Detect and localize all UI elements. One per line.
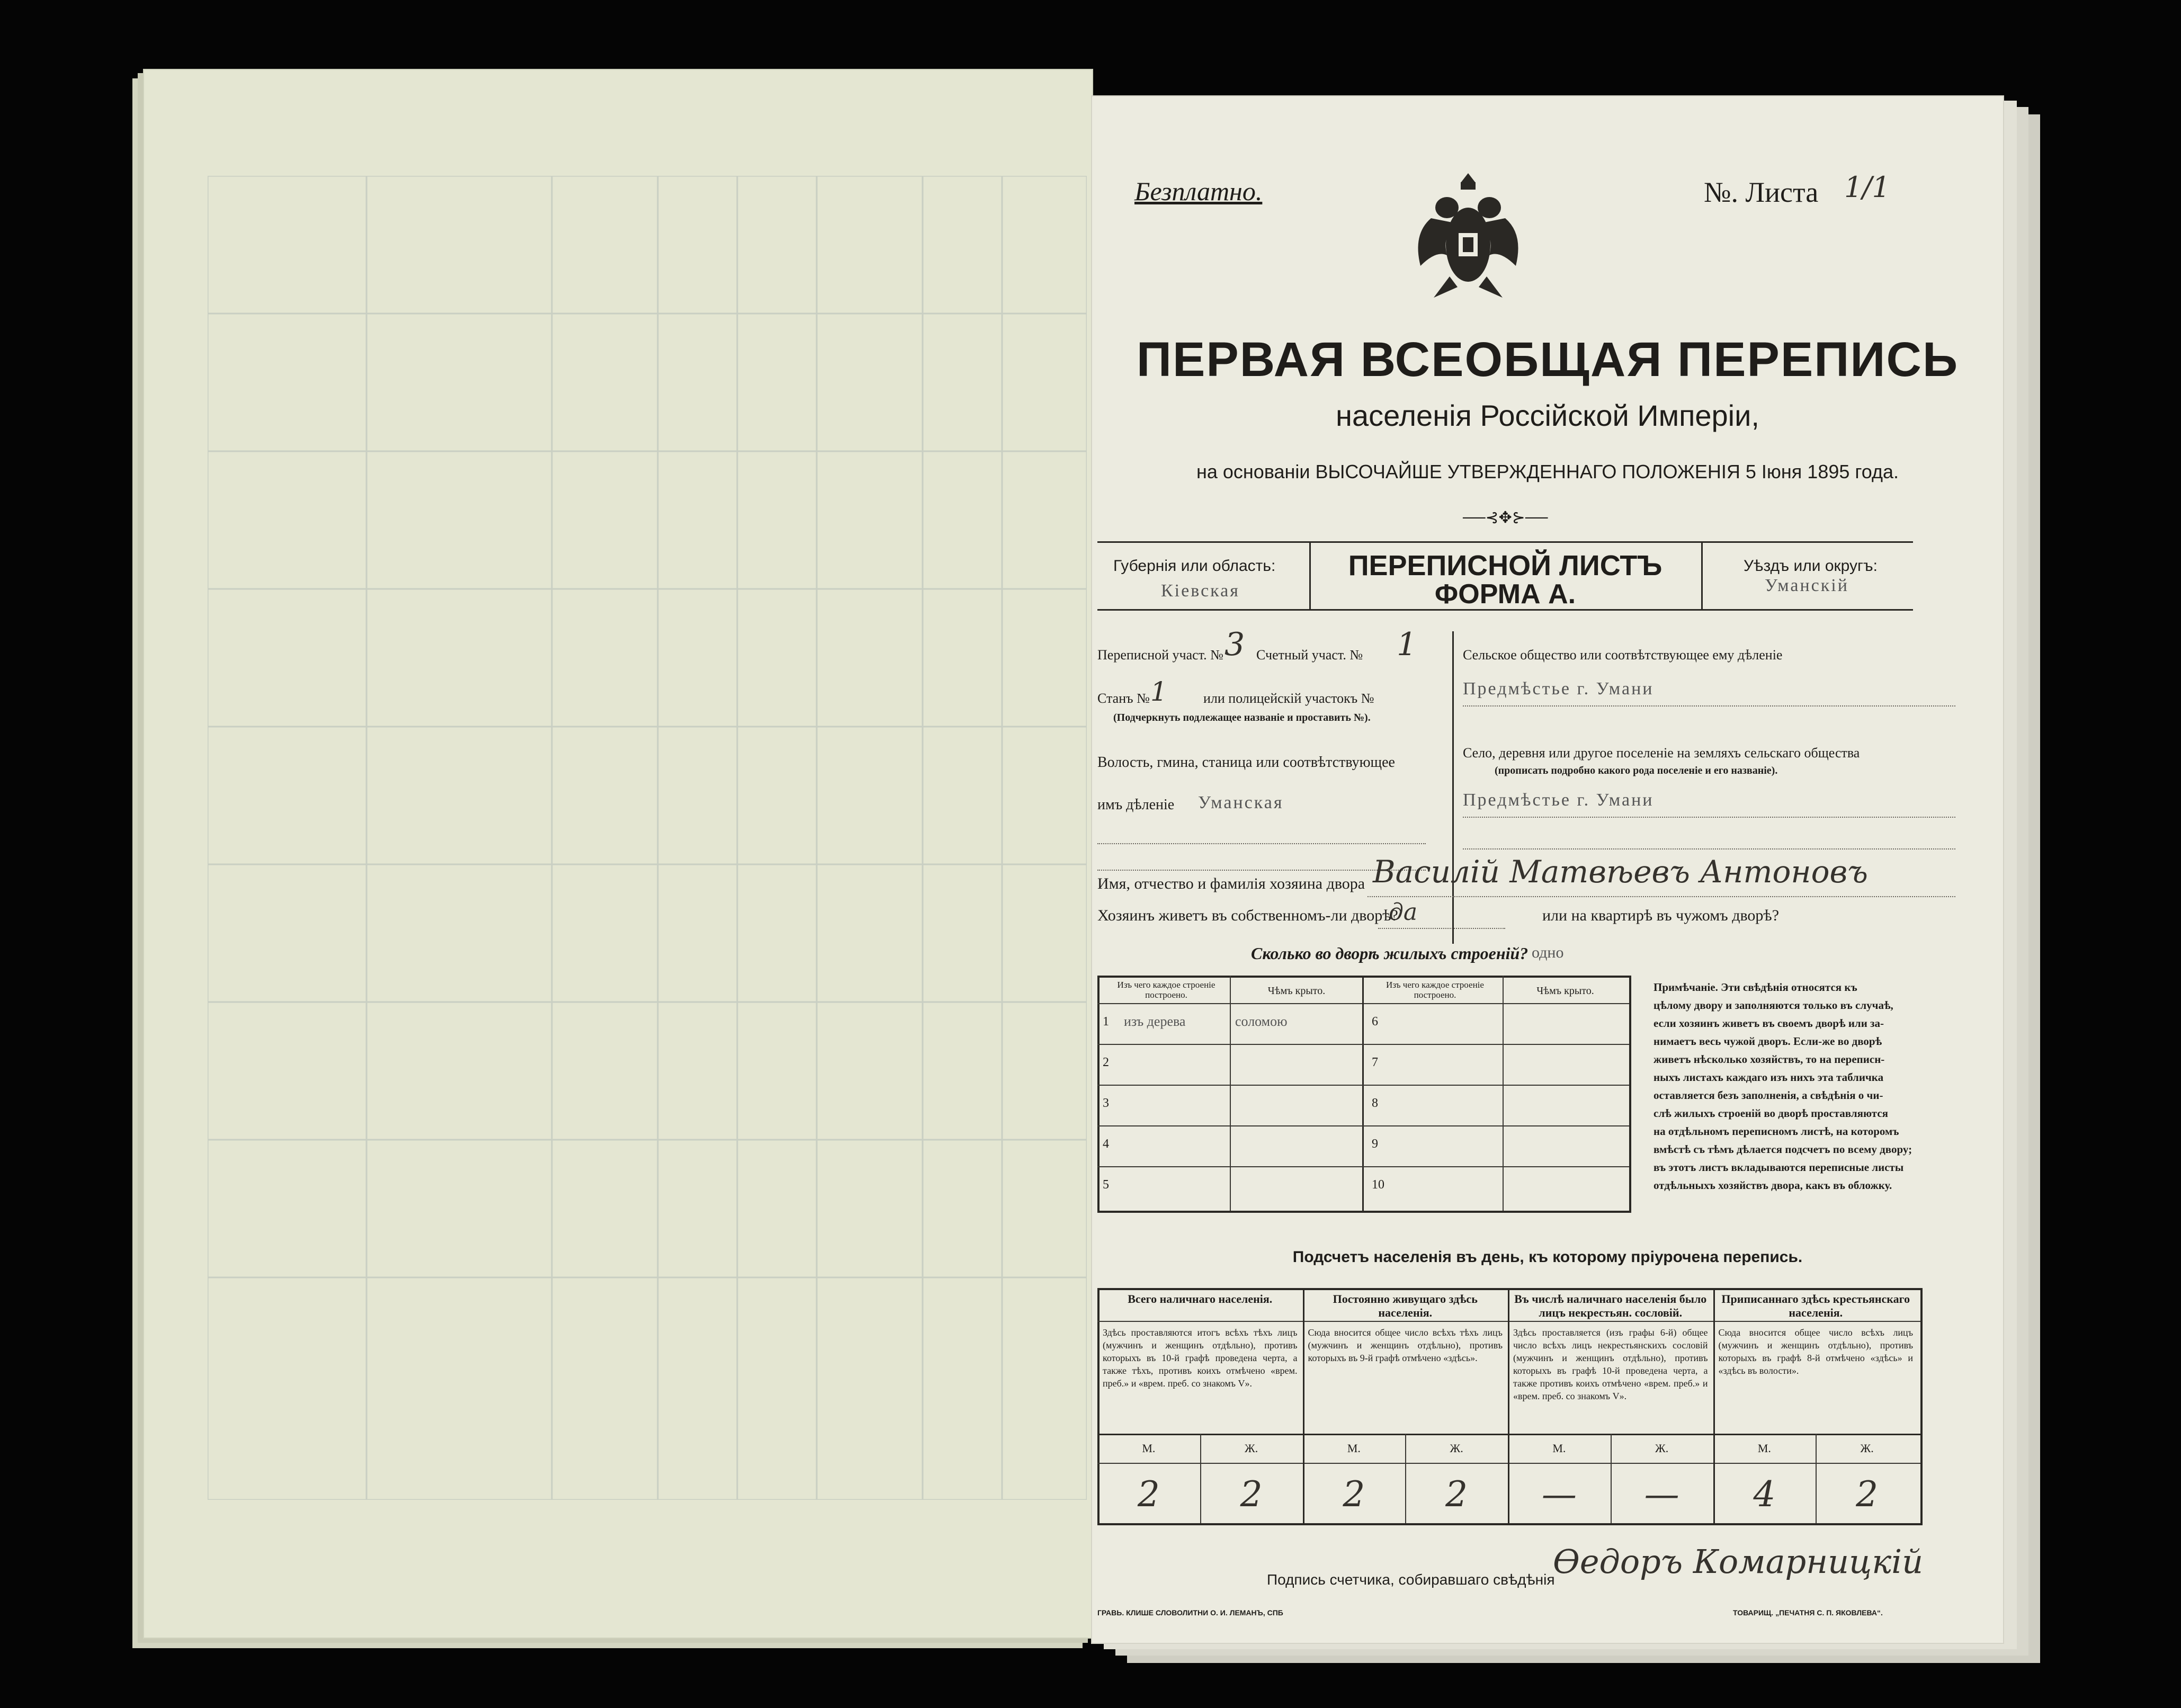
note-line: живетъ нѣсколько хозяйствъ, то на переписн- xyxy=(1653,1053,1885,1066)
count-m-value: 2 xyxy=(1137,1474,1160,1515)
row-number: 5 xyxy=(1103,1178,1109,1192)
volost-label-2: имъ дѣленіе xyxy=(1097,797,1175,813)
count-m-value: 4 xyxy=(1753,1474,1776,1515)
count-col-header: Въ числѣ наличнаго населенія было лицъ некрестьян. сословій. xyxy=(1514,1292,1707,1319)
district-label: Уѣздъ или округъ: xyxy=(1744,557,1878,575)
row-number: 2 xyxy=(1103,1056,1109,1069)
stan-value: 1 xyxy=(1150,676,1167,707)
legal-basis: на основаніи ВЫСОЧАЙШЕ УТВЕРЖДЕННАГО ПОЛОЖЕНІЯ 5 Іюня 1895 года. xyxy=(1196,461,1899,482)
count-col-header: Приписаннаго здѣсь крестьянскаго населенія. xyxy=(1721,1292,1910,1319)
buildings-label: Сколько во дворѣ жилыхъ строеній? xyxy=(1251,944,1529,963)
count-f-value: — xyxy=(1644,1474,1679,1515)
row-number: 8 xyxy=(1372,1096,1378,1110)
count-col-header: Постоянно живущаго здѣсь населенія. xyxy=(1333,1292,1478,1319)
col-roof-left: Чѣмъ крыто. xyxy=(1267,985,1326,997)
note-line: нимаетъ весь чужой дворъ. Если-же во дворѣ xyxy=(1653,1035,1882,1048)
village-value: Предмѣстье г. Умани xyxy=(1463,790,1654,810)
province-label: Губернія или область: xyxy=(1113,557,1276,575)
count-f-label: Ж. xyxy=(1450,1442,1463,1455)
col-material-right: Изъ чего каждое строеніе построено. xyxy=(1386,980,1484,1000)
note-line: въ этотъ листъ вкладываются переписные листы xyxy=(1653,1161,1904,1174)
note-block xyxy=(1653,978,1971,1194)
count-m-label: М. xyxy=(1142,1442,1156,1455)
village-label: Село, деревня или другое поселеніе на земляхъ сельскаго общества xyxy=(1463,745,1860,761)
table-row-divider xyxy=(1097,1166,1629,1167)
sheet-number-value: 1/1 xyxy=(1844,171,1890,204)
count-m-label: М. xyxy=(1757,1442,1771,1455)
note-line: слѣ жилыхъ строеній во дворѣ проставляются xyxy=(1653,1107,1889,1120)
signature-label: Подпись счетчика, собиравшаго свѣдѣнія xyxy=(1267,1571,1555,1588)
district-value: Уманскій xyxy=(1765,576,1849,595)
ornament: ──⊰✥⊱── xyxy=(1463,509,1548,526)
own-yard-label: Хозяинъ живетъ въ собственномъ-ли дворѣ? xyxy=(1097,907,1398,924)
owner-value: Василій Матвѣевъ Антоновъ xyxy=(1373,854,1868,890)
stan-label: Станъ № xyxy=(1097,691,1150,706)
volost-value: Уманская xyxy=(1198,793,1284,812)
count-col-desc: Здѣсь проставляются итогъ всѣхъ тѣхъ лицъ (мужчинъ и женщинъ отдѣльно), противъ которыхъ въ 10-й графѣ проведена черта, а также тѣхъ, противъ коихъ отмѣчено «врем. преб.» и «врем. преб. со знакомъ V». xyxy=(1103,1327,1298,1389)
note-line: цѣлому двору и заполняются только въ случаѣ, xyxy=(1653,999,1893,1012)
row-roof: соломою xyxy=(1235,1014,1288,1029)
free-label: Безплатно. xyxy=(1134,176,1263,206)
page-title: ПЕРВАЯ ВСЕОБЩАЯ ПЕРЕПИСЬ xyxy=(1136,333,1959,387)
count-title: Подсчетъ населенія въ день, къ которому пріурочена перепись. xyxy=(1292,1248,1803,1266)
row-material: изъ дерева xyxy=(1124,1014,1186,1029)
buildings-table xyxy=(1097,976,1631,1213)
note-line: оставляется безъ заполненія, а свѣдѣнія о чи- xyxy=(1653,1089,1883,1102)
note-line: если хозяинъ живетъ въ своемъ дворѣ или за- xyxy=(1653,1017,1884,1030)
table-row-divider xyxy=(1097,1125,1629,1126)
note-line: отдѣльныхъ хозяйствъ двора, какъ въ обложку. xyxy=(1653,1179,1892,1192)
buildings-value: одно xyxy=(1532,944,1564,961)
count-m-value: 2 xyxy=(1343,1474,1365,1515)
table-row-divider xyxy=(1097,1085,1629,1086)
printer-right: ТОВАРИЩ. „ПЕЧАТНЯ С. П. ЯКОВЛЕВА“. xyxy=(1733,1608,1883,1617)
province-value: Кіевская xyxy=(1161,581,1240,601)
printer-left: ГРАВЬ. КЛИШЕ СЛОВОЛИТНИ О. И. ЛЕМАНЪ, СПБ xyxy=(1097,1608,1283,1617)
row-number: 10 xyxy=(1372,1178,1384,1192)
volost-label: Волость, гмина, станица или соотвѣтствующее xyxy=(1097,754,1395,771)
rent-label: или на квартирѣ въ чужомъ дворѣ? xyxy=(1542,907,1780,924)
count-section-value: 1 xyxy=(1397,626,1417,663)
sheet-title: ПЕРЕПИСНОЙ ЛИСТЪ xyxy=(1348,550,1662,582)
rural-society-value: Предмѣстье г. Умани xyxy=(1463,679,1654,699)
owner-label: Имя, отчество и фамилія хозяина двора xyxy=(1097,875,1365,892)
census-section-label: Переписной участ. № xyxy=(1097,647,1223,663)
count-f-label: Ж. xyxy=(1245,1442,1258,1455)
note-line: Примѣчаніе. Эти свѣдѣнія относятся къ xyxy=(1653,981,1857,994)
page-subtitle: населенія Россійской Имперіи, xyxy=(1336,399,1759,432)
count-col-desc: Здѣсь проставляется (изъ графы 6-й) общее число всѣхъ лицъ некрестьянскихъ сословій (мужчинъ и женщинъ отдѣльно), противъ которыхъ въ графѣ 10-й проведена черта, а также противъ коихъ отмѣчено «врем. преб.» и «врем. преб. со знакомъ V». xyxy=(1513,1327,1708,1401)
count-f-value: 2 xyxy=(1240,1474,1263,1515)
count-col-desc: Сюда вносится общее число всѣхъ тѣхъ лицъ (мужчинъ и женщинъ отдѣльно), противъ которыхъ въ 9-й графѣ отмѣчено «здѣсь». xyxy=(1308,1327,1503,1363)
rural-society-label: Сельское общество или соотвѣтствующее ему дѣленіе xyxy=(1463,647,1783,663)
count-m-value: — xyxy=(1541,1474,1577,1515)
signature-value: Өедоръ Комарницкій xyxy=(1553,1542,1924,1581)
note-line: на отдѣльномъ переписномъ листѣ, на которомъ xyxy=(1653,1125,1899,1138)
count-col-desc: Сюда вносится общее число всѣхъ лицъ (мужчинъ и женщинъ отдѣльно), противъ которыхъ въ графѣ 8-й отмѣчено «здѣсь» и «здѣсь въ волости». xyxy=(1718,1327,1913,1376)
form-name: ФОРМА А. xyxy=(1434,579,1576,610)
police-label: или полицейскій участокъ № xyxy=(1203,691,1374,706)
table-row-divider xyxy=(1097,1044,1629,1045)
sheet-number-label: №. Листа xyxy=(1704,176,1819,208)
count-f-label: Ж. xyxy=(1860,1442,1874,1455)
row-number: 4 xyxy=(1103,1137,1109,1151)
row-number: 1 xyxy=(1103,1015,1109,1029)
count-section-label: Счетный участ. № xyxy=(1256,647,1363,663)
count-f-label: Ж. xyxy=(1655,1442,1669,1455)
col-roof-right: Чѣмъ крыто. xyxy=(1536,985,1594,997)
col-material-left: Изъ чего каждое строеніе построено. xyxy=(1117,980,1215,1000)
row-number: 9 xyxy=(1372,1137,1378,1151)
count-col-header: Всего наличнаго населенія. xyxy=(1128,1292,1273,1305)
own-yard-value: да xyxy=(1389,899,1418,926)
census-section-value: 3 xyxy=(1224,626,1245,663)
left-page xyxy=(143,69,1093,1639)
row-number: 7 xyxy=(1372,1056,1378,1069)
count-m-label: М. xyxy=(1347,1442,1361,1455)
row-number: 6 xyxy=(1372,1015,1378,1029)
count-f-value: 2 xyxy=(1445,1474,1468,1515)
count-m-label: М. xyxy=(1552,1442,1566,1455)
faded-grid-bleedthrough xyxy=(208,176,1087,1500)
row-number: 3 xyxy=(1103,1096,1109,1110)
note-line: вмѣстѣ съ тѣмъ дѣлается подсчетъ по всему двору; xyxy=(1653,1143,1912,1156)
count-f-value: 2 xyxy=(1856,1474,1879,1515)
double-headed-eagle-crest xyxy=(1410,171,1526,308)
underline-note: (Подчеркнуть подлежащее названіе и проставить №). xyxy=(1113,712,1371,723)
note-line: ныхъ листахъ каждаго изъ нихъ эта табличка xyxy=(1653,1071,1884,1084)
village-note: (прописать подробно какого рода поселеніе и его названіе). xyxy=(1495,765,1778,776)
census-form-page xyxy=(1091,95,2004,1644)
